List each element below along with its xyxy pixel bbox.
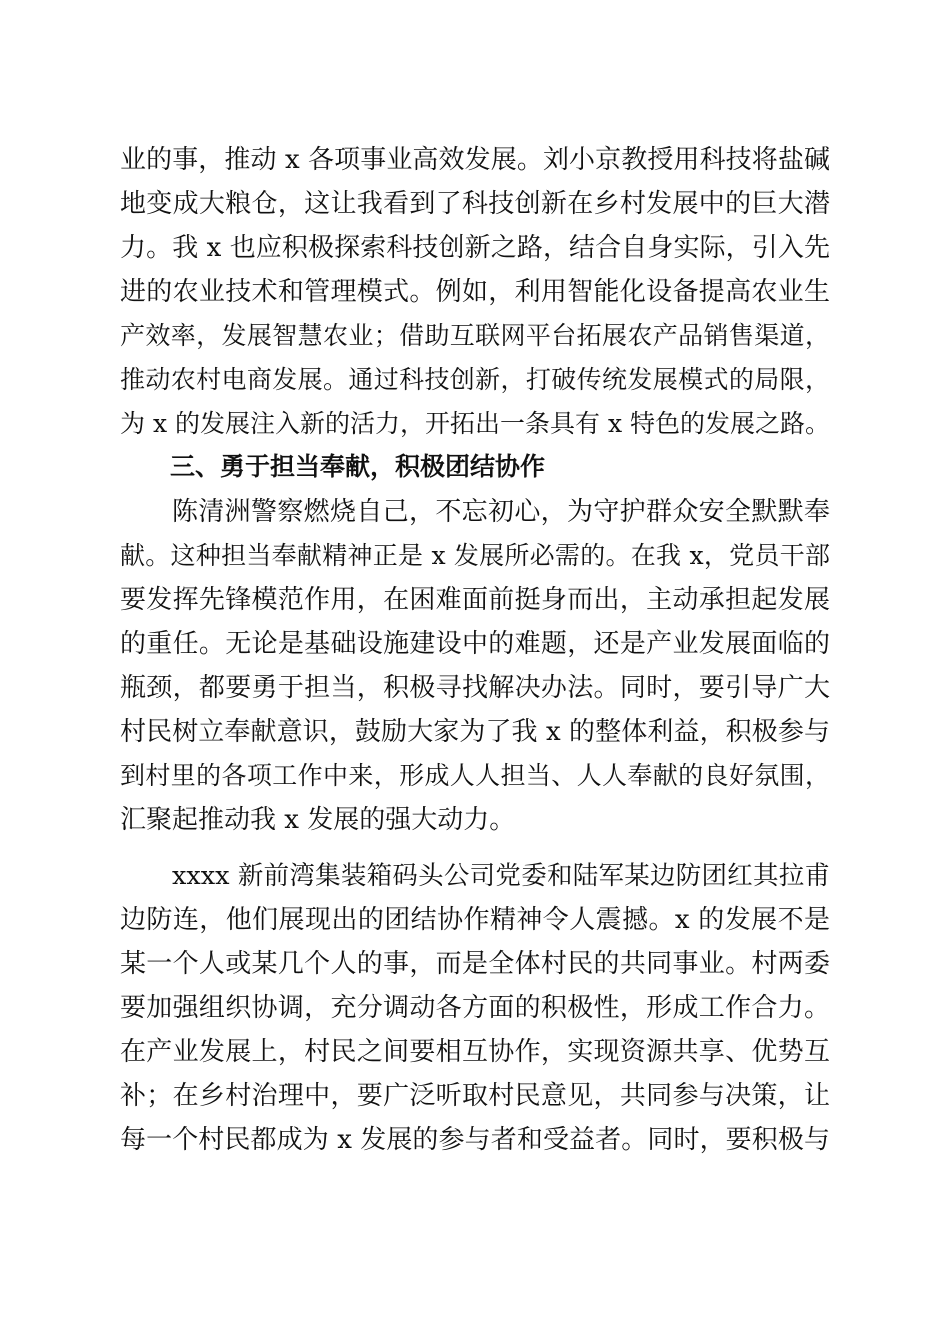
text-line-23: 每一个村民都成为 x 发展的参与者和受益者。同时，要积极与: [120, 1125, 830, 1155]
text-line-22: 补；在乡村治理中，要广泛听取村民意见，共同参与决策，让: [120, 1081, 830, 1111]
text-line-6: 推动农村电商发展。通过科技创新，打破传统发展模式的局限，: [120, 365, 830, 394]
text-line-9: 陈清洲警察燃烧自己，不忘初心，为守护群众安全默默奉: [172, 497, 830, 527]
text-line-21: 在产业发展上，村民之间要相互协作，实现资源共享、优势互: [120, 1037, 830, 1067]
text-line-5: 产效率，发展智慧农业；借助互联网平台拓展农产品销售渠道，: [120, 321, 830, 350]
text-line-11: 要发挥先锋模范作用，在困难面前挺身而出，主动承担起发展: [120, 585, 830, 615]
text-line-13: 瓶颈，都要勇于担当，积极寻找解决办法。同时，要引导广大: [120, 673, 830, 703]
text-line-1: 业的事，推动 x 各项事业高效发展。刘小京教授用科技将盐碱: [120, 145, 830, 175]
text-line-3: 力。我 x 也应积极探索科技创新之路，结合自身实际，引入先: [120, 233, 830, 263]
text-line-16: 汇聚起推动我 x 发展的强大动力。: [120, 805, 516, 835]
text-line-18: 边防连，他们展现出的团结协作精神令人震撼。x 的发展不是: [120, 905, 830, 935]
text-line-14: 村民树立奉献意识，鼓励大家为了我 x 的整体利益，积极参与: [120, 717, 830, 747]
text-line-10: 献。这种担当奉献精神正是 x 发展所必需的。在我 x，党员干部: [120, 541, 830, 570]
text-line-17: xxxx 新前湾集装箱码头公司党委和陆军某边防团红其拉甫: [172, 861, 830, 891]
text-line-19: 某一个人或某几个人的事，而是全体村民的共同事业。村两委: [120, 949, 830, 979]
text-line-4: 进的农业技术和管理模式。例如，利用智能化设备提高农业生: [120, 277, 830, 307]
text-line-7: 为 x 的发展注入新的活力，开拓出一条具有 x 特色的发展之路。: [120, 409, 830, 438]
text-line-15: 到村里的各项工作中来，形成人人担当、人人奉献的良好氛围，: [120, 761, 830, 790]
section-heading: 三、勇于担当奉献，积极团结协作: [170, 452, 546, 481]
text-line-12: 的重任。无论是基础设施建设中的难题，还是产业发展面临的: [120, 629, 830, 659]
text-line-20: 要加强组织协调，充分调动各方面的积极性，形成工作合力。: [120, 993, 830, 1023]
text-line-2: 地变成大粮仓，这让我看到了科技创新在乡村发展中的巨大潜: [120, 189, 830, 219]
